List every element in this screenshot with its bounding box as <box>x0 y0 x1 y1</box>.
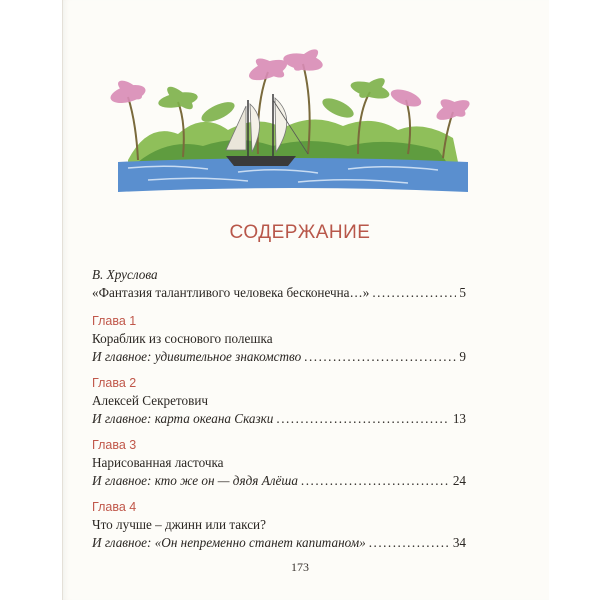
chapter-subtitle: И главное: кто же он — дядя Алёша <box>92 473 298 488</box>
chapter-title: Алексей Секретович <box>92 393 209 408</box>
chapter-title: Нарисованная ласточка <box>92 455 224 470</box>
page-number: 5 <box>459 285 466 300</box>
page-number: 9 <box>459 349 466 364</box>
chapter-2-entry[interactable] <box>92 410 466 428</box>
chapter-subtitle: И главное: карта океана Сказки <box>92 411 274 426</box>
dot-leader <box>301 472 450 490</box>
chapter-subtitle: И главное: «Он непременно станет капитаном» <box>92 535 366 550</box>
chapter-2-title-line <box>92 392 466 410</box>
chapter-1-entry[interactable] <box>92 348 466 366</box>
toc-heading: СОДЕРЖАНИЕ <box>229 222 371 243</box>
chapter-4-entry[interactable] <box>92 534 466 552</box>
page-number: 24 <box>452 473 466 488</box>
chapter-4-title-line <box>92 516 466 534</box>
chapter-subtitle: И главное: удивительное знакомство <box>92 349 302 364</box>
preface-title: «Фантазия талантливого человека бесконечна…» <box>92 285 370 300</box>
preface-author-line <box>92 266 466 284</box>
dot-leader <box>276 410 449 428</box>
page-number: 34 <box>452 535 466 550</box>
page-number: 13 <box>452 411 466 426</box>
tropical-island-ship-illustration <box>108 42 478 192</box>
preface-author: В. Хруслова <box>92 267 158 282</box>
chapter-2-label: Глава 2 <box>92 376 137 390</box>
chapter-title: Что лучше – джинн или такси? <box>92 517 266 532</box>
dot-leader <box>369 534 450 552</box>
dot-leader <box>372 284 456 302</box>
chapter-3-entry[interactable] <box>92 472 466 490</box>
chapter-4-label: Глава 4 <box>92 500 137 514</box>
preface-entry[interactable] <box>92 284 466 302</box>
chapter-1-title-line <box>92 330 466 348</box>
dot-leader <box>304 348 456 366</box>
chapter-1-label: Глава 1 <box>92 314 137 328</box>
chapter-3-title-line <box>92 454 466 472</box>
chapter-title: Кораблик из соснового полешка <box>92 331 273 346</box>
table-of-contents <box>92 266 466 552</box>
chapter-3-label: Глава 3 <box>92 438 137 452</box>
page-folio-number: 173 <box>291 560 309 574</box>
